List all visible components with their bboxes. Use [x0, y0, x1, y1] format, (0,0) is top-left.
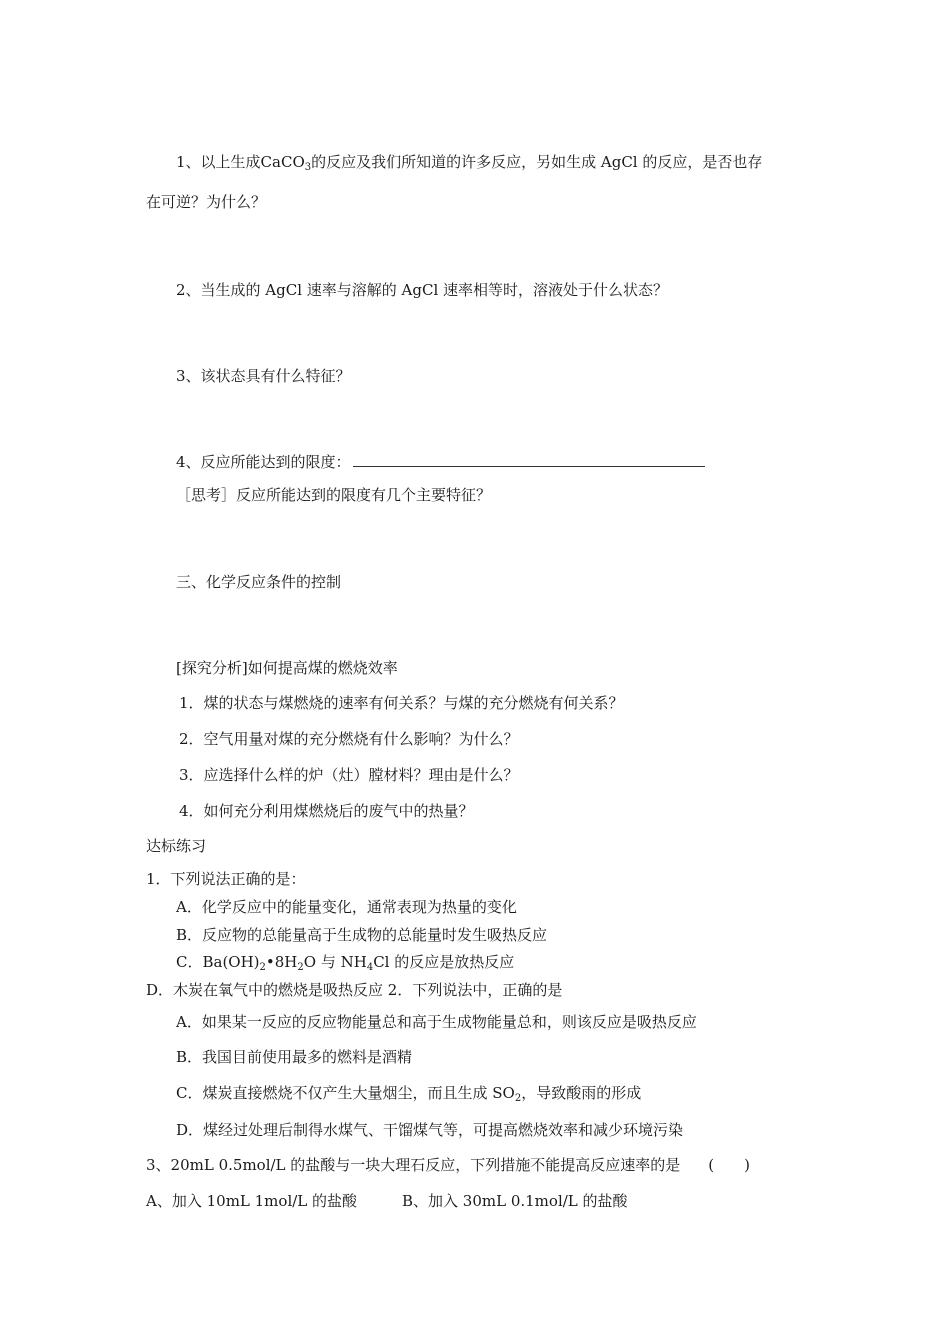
answer-blank	[353, 452, 705, 467]
explore-item-1: 1．煤的状态与煤燃烧的速率有何关系？与煤的充分燃烧有何关系？	[179, 694, 624, 712]
practice-1-option-a: A．化学反应中的能量变化，通常表现为热量的变化	[176, 898, 517, 916]
question-2: 2、当生成的 AgCl 速率与溶解的 AgCl 速率相等时，溶液处于什么状态？	[176, 281, 669, 299]
question-4	[176, 452, 705, 472]
practice-title: 达标练习	[146, 837, 207, 855]
explore-title: [探究分析]如何提高煤的燃烧效率	[176, 659, 398, 677]
question-3: 3、该状态具有什么特征？	[176, 367, 351, 385]
question-1-text-b: 的反应及我们所知道的许多反应，另如生成 AgCl 的反应，是否也存	[311, 153, 763, 171]
section-3-heading: 三、化学反应条件的控制	[176, 573, 342, 591]
option-c-text-1: C．煤炭直接燃烧不仅产生大量烟尘，而且生成 SO	[176, 1084, 515, 1102]
question-4-text: 4、反应所能达到的限度：	[176, 453, 351, 471]
option-c-part-2: •8H	[265, 953, 298, 971]
practice-3-stem	[146, 1155, 750, 1175]
think-prompt: ［思考］反应所能达到的限度有几个主要特征？	[176, 486, 492, 504]
practice-3-option-b: B、加入 30mL 0.1mol/L 的盐酸	[402, 1192, 628, 1210]
practice-1-option-b: B．反应物的总能量高于生成物的总能量时发生吸热反应	[176, 926, 548, 944]
option-c-part-4: Cl 的反应是放热反应	[373, 953, 515, 971]
question-1-line-1	[176, 152, 762, 172]
option-c-part-1: C．Ba(OH)	[176, 953, 260, 971]
caco3-subscript: 3	[304, 162, 312, 173]
so2-subscript: 2	[514, 1093, 522, 1104]
explore-item-2: 2．空气用量对煤的充分燃烧有什么影响？为什么？	[179, 730, 519, 748]
option-c-part-3: O 与 NH	[303, 953, 367, 971]
practice-2-option-d: D．煤经过处理后制得水煤气、干馏煤气等，可提高燃烧效率和减少环境污染	[176, 1121, 684, 1139]
practice-1-option-d-and-2-stem: D．木炭在氧气中的燃烧是吸热反应 2．下列说法中，正确的是	[146, 981, 563, 999]
option-c-sub-3: 4	[366, 962, 374, 973]
practice-2-option-b: B．我国目前使用最多的燃料是酒精	[176, 1048, 413, 1066]
practice-3-text: 3、20mL 0.5mol/L 的盐酸与一块大理石反应，下列措施不能提高反应速率的是	[146, 1156, 681, 1174]
question-1-line-2: 在可逆？为什么？	[146, 193, 267, 211]
practice-1-option-c	[176, 952, 514, 972]
explore-item-4: 4．如何充分利用煤燃烧后的废气中的热量？	[179, 802, 474, 820]
practice-2-option-c	[176, 1083, 641, 1103]
practice-2-option-a: A．如果某一反应的反应物能量总和高于生成物能量总和，则该反应是吸热反应	[176, 1013, 697, 1031]
practice-3-option-a: A、加入 10mL 1mol/L 的盐酸	[146, 1192, 358, 1210]
explore-item-3: 3．应选择什么样的炉（灶）膛材料？理由是什么？	[179, 766, 519, 784]
question-1-text-a: 1、以上生成	[176, 153, 261, 171]
practice-1-stem: 1．下列说法正确的是：	[146, 870, 306, 888]
option-c-sub-1: 2	[259, 962, 266, 973]
answer-parenthesis: ( )	[708, 1156, 750, 1174]
option-c-text-2: ，导致酸雨的形成	[521, 1084, 642, 1102]
option-c-sub-2: 2	[297, 962, 304, 973]
caco3-formula: CaCO	[260, 153, 305, 171]
